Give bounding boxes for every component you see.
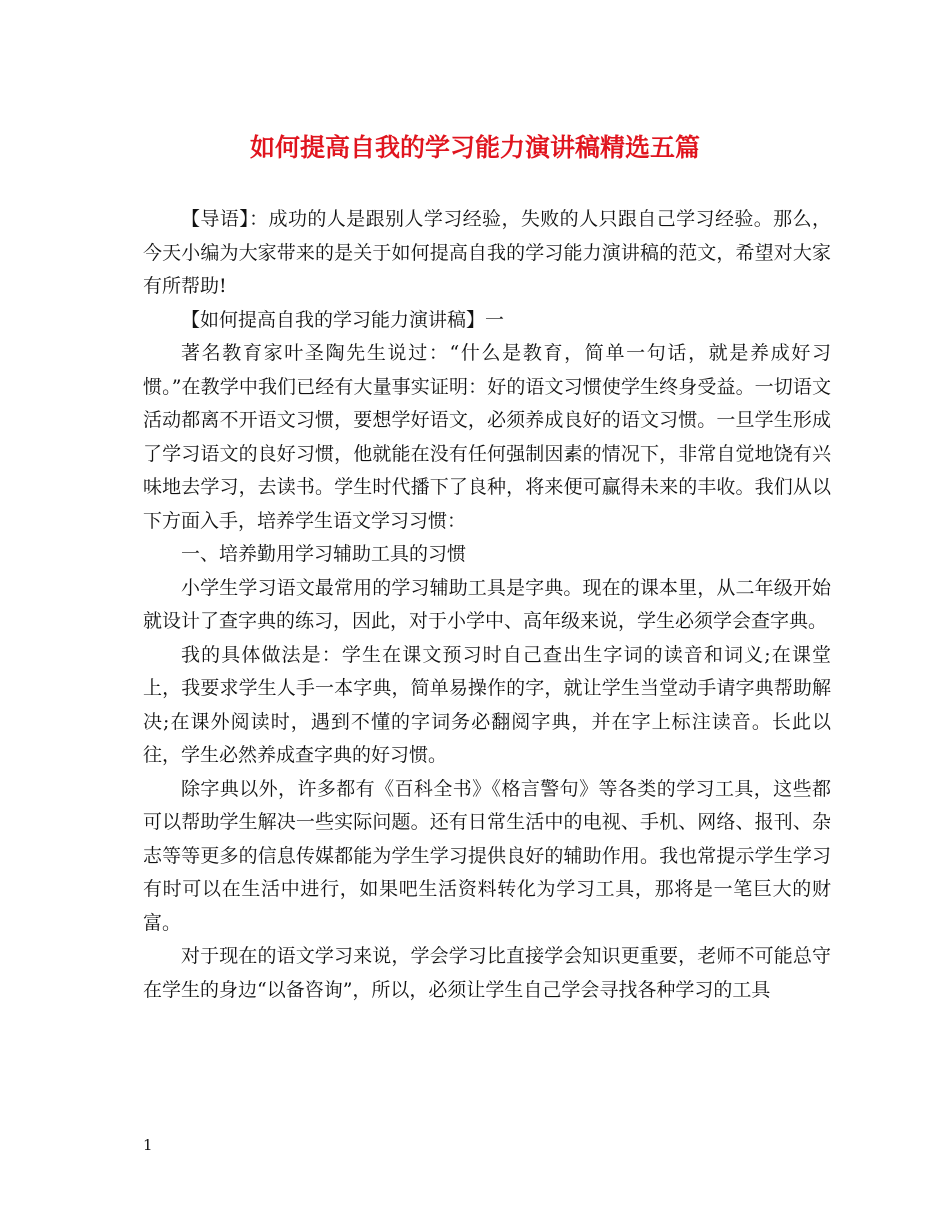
intro-paragraph: 【导语】：成功的人是跟别人学习经验，失败的人只跟自己学习经验。那么，今天小编为大家带来的是关于如何提高自我的学习能力演讲稿的范文，希望对大家有所帮助! (143, 208, 831, 297)
page-number: 1 (143, 1136, 153, 1154)
body-paragraph: 小学生学习语文最常用的学习辅助工具是字典。现在的课本里，从二年级开始就设计了查字典的练习，因此，对于小学中、高年级来说，学生必须学会查字典。 (143, 576, 831, 632)
body-paragraph: 对于现在的语文学习来说，学会学习比直接学会知识更重要，老师不可能总守在学生的身边“以备咨询”，所以，必须让学生自己学会寻找各种学习的工具 (143, 945, 831, 1001)
document-body (143, 203, 831, 1007)
subheading: 一、培养勤用学习辅助工具的习惯 (181, 543, 467, 565)
body-paragraph: 著名教育家叶圣陶先生说过：“什么是教育，简单一句话，就是养成好习惯。”在教学中我们已经有大量事实证明：好的语文习惯使学生终身受益。一切语文活动都离不开语文习惯，要想学好语文，必须养成良好的语文习惯。一旦学生形成了学习语文的良好习惯，他就能在没有任何强制因素的情况下，非常自觉地饶有兴味地去学习，去读书。学生时代播下了良种，将来便可赢得未来的丰收。我们从以下方面入手，培养学生语文学习习惯： (143, 342, 831, 532)
document-title: 如何提高自我的学习能力演讲稿精选五篇 (249, 133, 700, 162)
section-heading: 【如何提高自我的学习能力演讲稿】一 (181, 308, 505, 331)
body-paragraph: 除字典以外，许多都有《百科全书》《格言警句》等各类的学习工具，这些都可以帮助学生解决一些实际问题。还有日常生活中的电视、手机、网络、报刊、杂志等等更多的信息传媒都能为学生学习提供良好的辅助作用。我也常提示学生学习有时可以在生活中进行，如果吧生活资料转化为学习工具，那将是一笔巨大的财富。 (143, 777, 831, 934)
body-paragraph: 我的具体做法是：学生在课文预习时自己查出生字词的读音和词义;在课堂上，我要求学生人手一本字典，简单易操作的字，就让学生当堂动手请字典帮助解决;在课外阅读时，遇到不懂的字词务必翻阅字典，并在字上标注读音。长此以往，学生必然养成查字典的好习惯。 (143, 643, 831, 766)
